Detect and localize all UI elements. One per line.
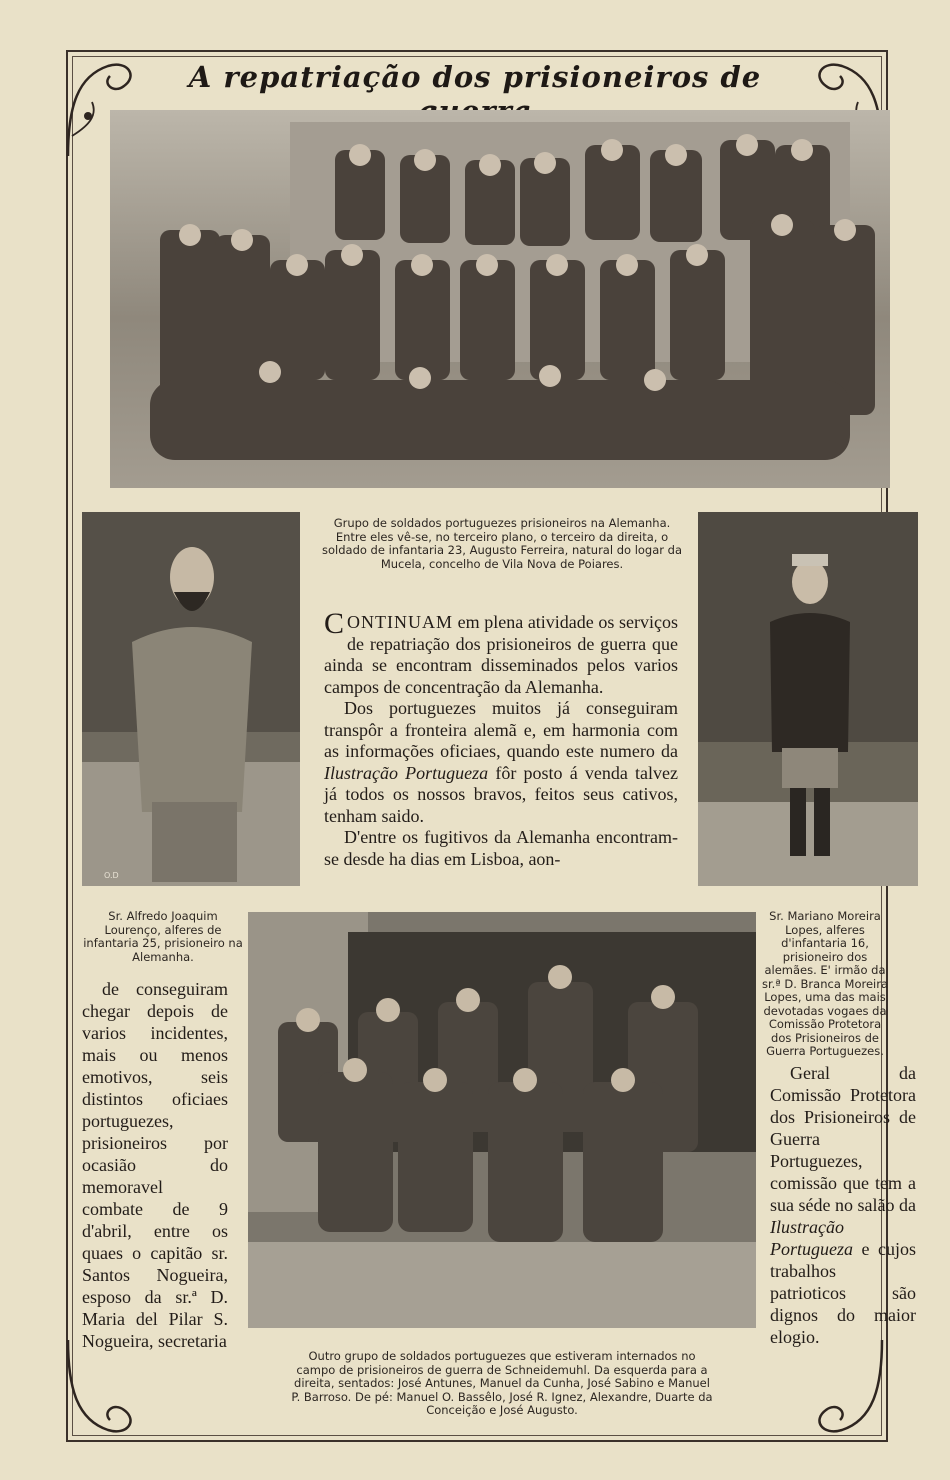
paragraph-1-text: em plena atividade os serviços de repatriação dos prisioneiros de guerra que ainda se encontram disseminados pelos varios campos de concentração da Alemanha. [324,612,678,697]
right-column-text-a: Geral da Comissão Protetora dos Prisioneiros de Guerra Portuguezes, comissão que tem a sua séde no salão da [770,1063,916,1215]
portrait-alfredo-joaquim-lourenco [82,512,300,886]
caption-left-text: Sr. Alfredo Joaquim Lourenço, alferes de infantaria 25, prisioneiro na Alemanha. [83,909,243,964]
paragraph-2-text-b: fôr posto á venda talvez já todos os nossos bravos, feitos seus cativos, tenham saido. [324,762,678,826]
article-right-column [770,1062,916,1348]
left-column-text: de conseguiram chegar depois de varios incidentes, mais ou menos emotivos, seis distintos oficiaes portuguezes, prisioneiros por ocasião do memoravel combate de 9 d'abril, entre os quaes o capitão sr. Santos Nogueira, esposo da sr.ª D. Maria del Pilar S. Nogueira, secretaria [82,979,228,1351]
photo-credit-mark: O.D [104,871,119,880]
caption-top-photo [318,517,686,571]
caption-bottom-text: Outro grupo de soldados portuguezes que estiveram internados no campo de prisioneiros de guerra de Schneidemuhl. Da esquerda para a direita, sentados: José Antunes, Manuel da Cunha, José Sabino e Manuel P. Barroso. De pé: Manuel O. Bassêlo, José R. Ignez, Alexandre, Duarte da Conceição e José Augusto. [291,1349,713,1417]
group-photo-schneidemuhl [248,912,756,1328]
right-column-magazine-name: Ilustração Portugueza [770,1217,853,1259]
right-column-text-b: e cujos trabalhos patrioticos são dignos do maior elogio. [770,1239,916,1347]
article-paragraph-2 [324,698,678,827]
article-main-column [324,607,678,870]
page-title: A repatriação dos prisioneiros de [188,60,762,94]
caption-left-portrait [82,910,244,964]
caption-right-portrait [760,910,890,1059]
caption-top-text: Grupo de soldados portuguezes prisioneiros na Alemanha. Entre eles vê-se, no terceiro plano, o terceiro da direita, o soldado de infantaria 23, Augusto Ferreira, natural do logar da Mucela, concelho de Vila Nova de Poiares. [322,516,682,571]
group-photo-prisoners [110,110,890,488]
right-column-paragraph [770,1062,916,1348]
portrait-mariano-moreira-lopes [698,512,918,886]
caption-bottom-photo [290,1350,714,1418]
lead-word: ONTINUAM [347,612,454,632]
article-paragraph-1 [324,607,678,698]
ornament-corner-bottom-right-icon [802,1330,892,1450]
article-paragraph-3: D'entre os fugitivos da Alemanha encontram-se desde ha dias em Lisboa, aon- [324,827,678,869]
drop-cap: C [324,607,345,640]
paragraph-2-text-a: Dos portuguezes muitos já conseguiram transpôr a fronteira alemã e, em harmonia com as informações oficiaes, quando este numero da [324,698,678,761]
magazine-name-italic: Ilustração Portugueza [324,762,489,783]
article-left-column [82,978,228,1352]
caption-right-text: Sr. Mariano Moreira Lopes, alferes d'infantaria 16, prisioneiro dos alemães. E' irmão da sr.ª D. Branca Moreira Lopes, uma das mais devotadas vogaes da Comissão Protetora dos Prisioneiros de Guerra Portuguezes. [761,909,889,1058]
